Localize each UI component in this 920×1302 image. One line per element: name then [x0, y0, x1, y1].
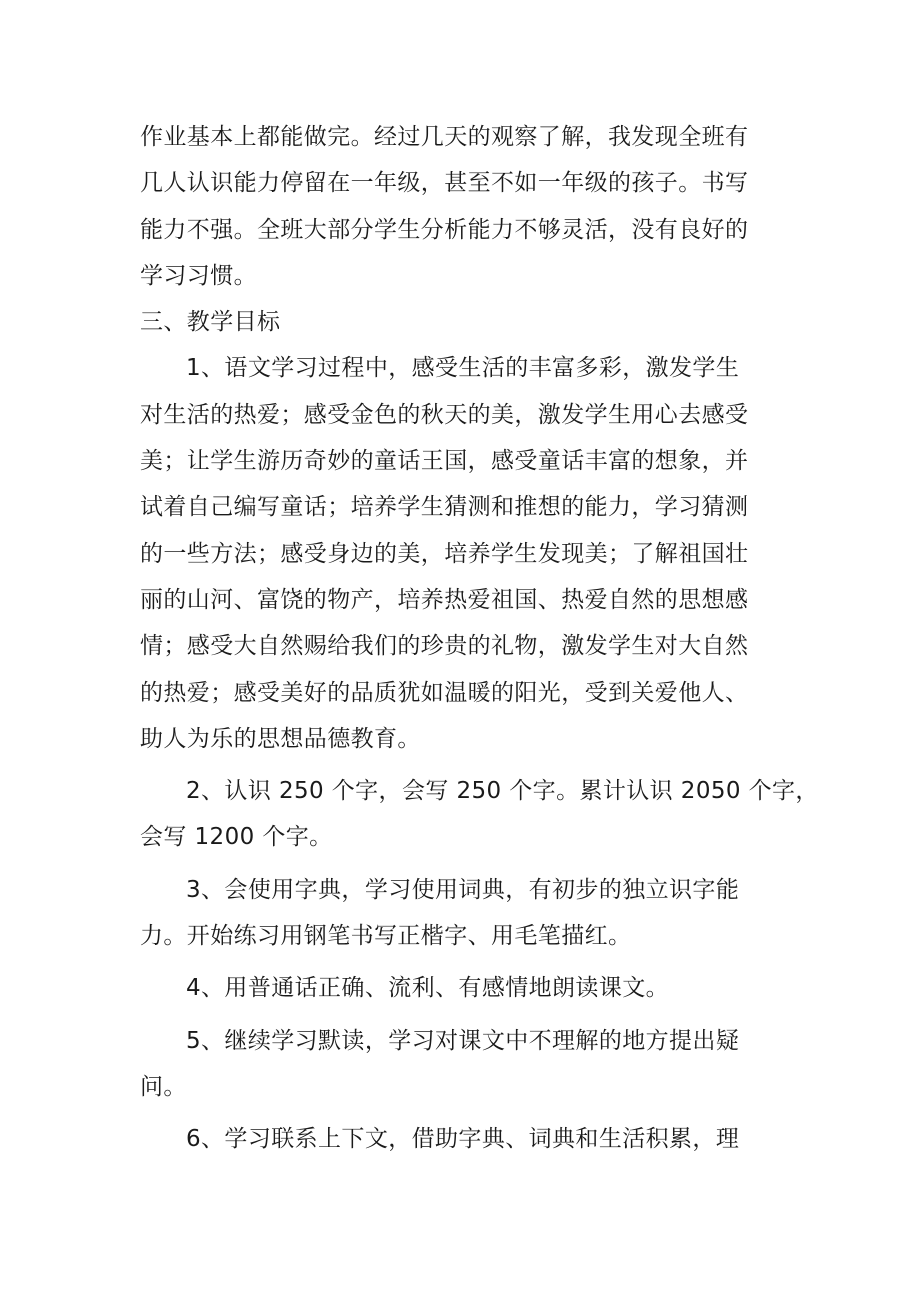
text-line: 丽的山河、富饶的物产，培养热爱祖国、热爱自然的思想感 — [140, 586, 749, 613]
text-line: 学习习惯。 — [140, 262, 257, 289]
text-line: 几人认识能力停留在一年级，甚至不如一年级的孩子。书写 — [140, 170, 749, 197]
goal-item-1 — [140, 345, 784, 762]
text-line: 6、学习联系上下文，借助字典、词典和生活积累，理 — [186, 1126, 740, 1153]
text-line: 2、认识 250 个字，会写 250 个字。累计认识 2050 个字， — [186, 778, 819, 805]
paragraph-class-analysis — [140, 114, 784, 299]
heading-text: 三、教学目标 — [140, 309, 281, 336]
text-line: 4、用普通话正确、流利、有感情地朗读课文。 — [186, 975, 670, 1002]
text-line: 会写 1200 个字。 — [140, 824, 333, 851]
text-line: 5、继续学习默读，学习对课文中不理解的地方提出疑 — [186, 1027, 740, 1054]
text-line: 问。 — [140, 1073, 187, 1100]
goal-item-5 — [140, 1018, 784, 1111]
text-line: 的一些方法；感受身边的美，培养学生发现美；了解祖国壮 — [140, 540, 749, 567]
text-line: 力。开始练习用钢笔书写正楷字、用毛笔描红。 — [140, 923, 632, 950]
document-body — [140, 114, 819, 1163]
text-line: 3、会使用字典，学习使用词典，有初步的独立识字能 — [186, 876, 740, 903]
goal-item-3 — [140, 867, 784, 960]
text-line: 能力不强。全班大部分学生分析能力不够灵活，没有良好的 — [140, 216, 749, 243]
text-line: 美；让学生游历奇妙的童话王国，感受童话丰富的想象，并 — [140, 448, 749, 475]
text-line: 对生活的热爱；感受金色的秋天的美，激发学生用心去感受 — [140, 401, 749, 428]
goal-item-2 — [140, 768, 819, 861]
text-line: 情；感受大自然赐给我们的珍贵的礼物，激发学生对大自然 — [140, 633, 749, 660]
text-line: 试着自己编写童话；培养学生猜测和推想的能力，学习猜测 — [140, 494, 749, 521]
goal-item-4 — [140, 965, 784, 1011]
text-line: 1、语文学习过程中，感受生活的丰富多彩，激发学生 — [186, 355, 740, 382]
text-line: 助人为乐的思想品德教育。 — [140, 725, 421, 752]
text-line: 作业基本上都能做完。经过几天的观察了解，我发现全班有 — [140, 124, 749, 150]
section-heading — [140, 299, 784, 345]
text-line: 的热爱；感受美好的品质犹如温暖的阳光，受到关爱他人、 — [140, 679, 749, 706]
goal-item-6 — [140, 1116, 784, 1162]
